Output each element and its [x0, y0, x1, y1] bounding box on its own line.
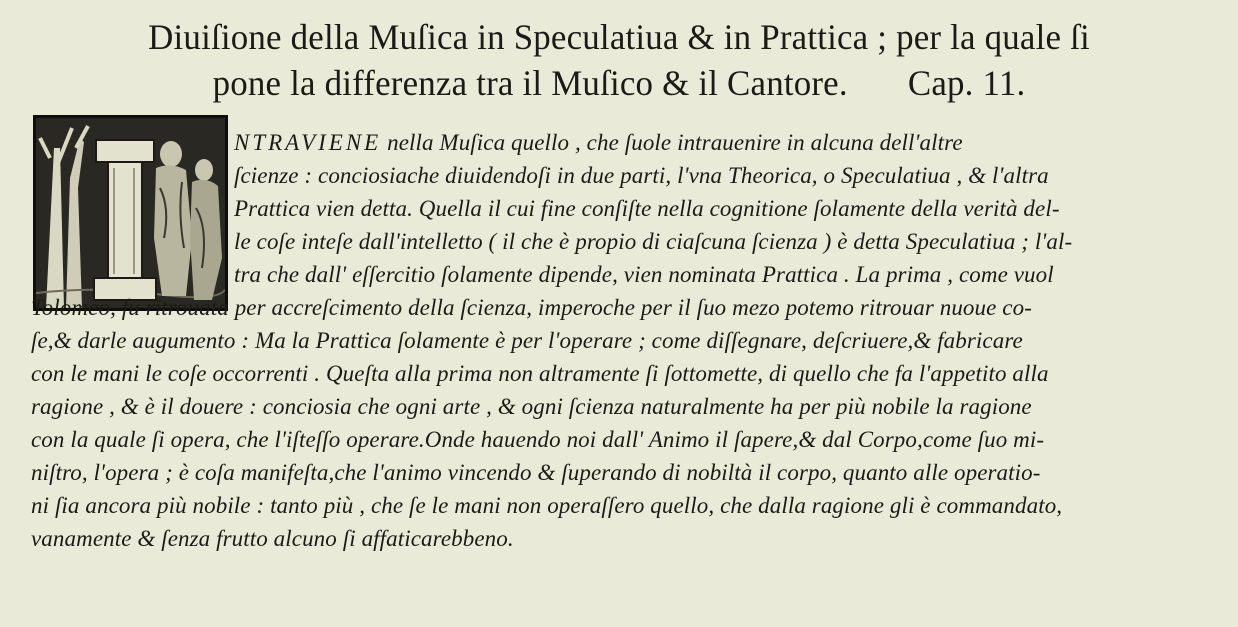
text-line-9: ragione , & è il douere : conciosia che ogni arte , & ogni ſcienza naturalmente ha per più nobile la ragione: [31, 394, 1032, 419]
heading-line-1: Diuiſione della Muſica in Speculatiua & in Prattica ; per la quale ſi: [148, 17, 1090, 57]
text-line-5: tra che dall' eſſercitio ſolamente dipende, vien nominata Prattica . La prima , come vuol: [234, 262, 1054, 287]
heading-line-2-text: pone la differenza tra il Muſico & il Cantore.: [212, 63, 848, 103]
text-line-8: con le mani le coſe occorrenti . Queſta alla prima non altramente ſi ſottomette, di quello che fa l'appetito alla: [31, 361, 1049, 386]
opening-word: NTRAVIENE: [234, 130, 382, 155]
text-line-1: [234, 128, 963, 158]
text-line-2: ſcienze : conciosiache diuidendoſi in due parti, l'vna Theorica, o Speculatiua , & l'altra: [234, 163, 1049, 188]
text-line-4: le coſe inteſe dall'intelletto ( il che è propio di ciaſcuna ſcienza ) è detta Speculatiua ; l'al-: [234, 229, 1073, 254]
text-line-6: Tolomeo, fu ritrouata per accreſcimento della ſcienza, imperoche per il ſuo mezo potemo ritrouar nuoue co-: [31, 295, 1032, 320]
text-line-7: ſe,& darle augumento : Ma la Prattica ſolamente è per l'operare ; come diſſegnare, deſcriuere,& fabricare: [31, 328, 1023, 353]
text-line-12: ni ſia ancora più nobile : tanto più , che ſe le mani non operaſſero quello, che dalla ragione gli è commandato,: [31, 493, 1063, 518]
text-line-11: niſtro, l'opera ; è coſa manifeſta,che l'animo vincendo & ſuperando di nobiltà il corpo, quanto alle operatio-: [31, 460, 1041, 485]
text-line-1-rest: nella Muſica quello , che ſuole intrauenire in alcuna dell'altre: [387, 130, 963, 155]
text-line-10: con la quale ſi opera, che l'iſteſſo operare.Onde hauendo noi dall' Animo il ſapere,& dal Corpo,come ſuo mi-: [31, 427, 1045, 452]
text-line-13: vanamente & ſenza frutto alcuno ſi affaticarebbeno.: [31, 526, 514, 551]
chapter-number: Cap. 11.: [907, 63, 1026, 103]
text-line-3: Prattica vien detta. Quella il cui fine conſiſte nella cognitione ſolamente della verità del-: [234, 196, 1060, 221]
